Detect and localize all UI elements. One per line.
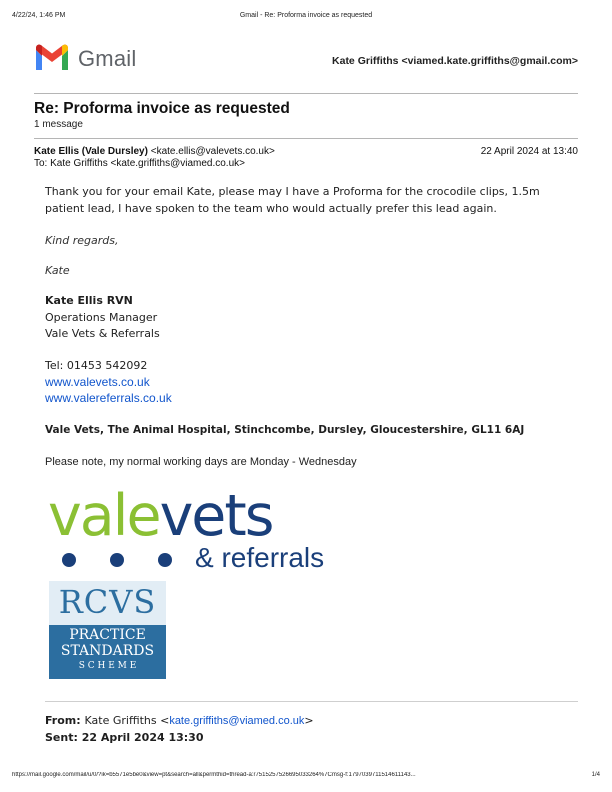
gmail-logo-icon (34, 44, 70, 72)
rcvs-standards: STANDARDS (60, 643, 155, 659)
rcvs-title: RCVS (58, 583, 157, 621)
closing-name: Kate (45, 264, 70, 277)
account-email: Kate Griffiths <viamed.kate.griffiths@gmail.com> (332, 55, 578, 67)
gmail-wordmark: Gmail (78, 46, 137, 71)
quoted-from-email[interactable]: kate.griffiths@viamed.co.uk (169, 715, 305, 727)
quoted-from-name: Kate Griffiths < (84, 714, 170, 727)
message-sender (34, 146, 275, 157)
signature-company: Vale Vets & Referrals (45, 327, 160, 340)
subject-divider (34, 138, 578, 139)
print-footer-url: https://mail.google.com/mail/u/0/?ik=b5571e5be0&view=pt&search=all&permthid=thread-a:r7515257526695033264%7Cmsg-f:1797039711514611143... (12, 772, 416, 778)
print-page-number: 1/4 (591, 772, 600, 778)
signature-role: Operations Manager (45, 311, 158, 324)
signature-phone: Tel: 01453 542092 (45, 359, 148, 372)
working-days-note: Please note, my normal working days are Monday - Wednesday (45, 456, 357, 468)
message-date: 22 April 2024 at 13:40 (480, 146, 578, 157)
message-recipient: To: Kate Griffiths <kate.griffiths@viamed.co.uk> (34, 158, 245, 169)
message-count: 1 message (34, 119, 83, 130)
header-divider (34, 93, 578, 94)
logo-vale-text: vale (48, 483, 160, 549)
logo-dot-2 (110, 553, 124, 567)
quoted-sent: Sent: 22 April 2024 13:30 (45, 731, 204, 744)
quote-divider (45, 701, 578, 702)
link-valevets[interactable]: www.valevets.co.uk (45, 375, 150, 389)
valevets-logo (48, 483, 273, 549)
quoted-from-label: From: (45, 714, 81, 727)
print-datetime: 4/22/24, 1:46 PM (12, 12, 66, 19)
signature-address: Vale Vets, The Animal Hospital, Stinchcombe, Dursley, Gloucestershire, GL11 6AJ (45, 424, 525, 436)
quoted-from (45, 714, 314, 727)
sender-email: <kate.ellis@valevets.co.uk> (150, 146, 275, 157)
link-valereferrals[interactable]: www.valereferrals.co.uk (45, 391, 172, 405)
rcvs-scheme: S C H E M E (78, 661, 137, 671)
sender-name: Kate Ellis (Vale Dursley) (34, 146, 148, 157)
signature-name: Kate Ellis RVN (45, 294, 133, 307)
logo-referrals-text: & referrals (195, 542, 325, 573)
print-page-title: Gmail - Re: Proforma invoice as requested (239, 12, 373, 19)
rcvs-practice: PRACTICE (69, 627, 146, 643)
logo-vets-text: vets (159, 483, 273, 549)
message-body: Thank you for your email Kate, please may I have a Proforma for the crocodile clips, 1.5m patient lead, I have spoken to the team who would actually prefer this lead again. (45, 185, 540, 215)
closing-line: Kind regards, (45, 234, 119, 247)
quoted-from-close: > (304, 714, 314, 727)
logo-dot-3 (158, 553, 172, 567)
logo-dot-1 (62, 553, 76, 567)
thread-subject: Re: Proforma invoice as requested (34, 100, 290, 117)
